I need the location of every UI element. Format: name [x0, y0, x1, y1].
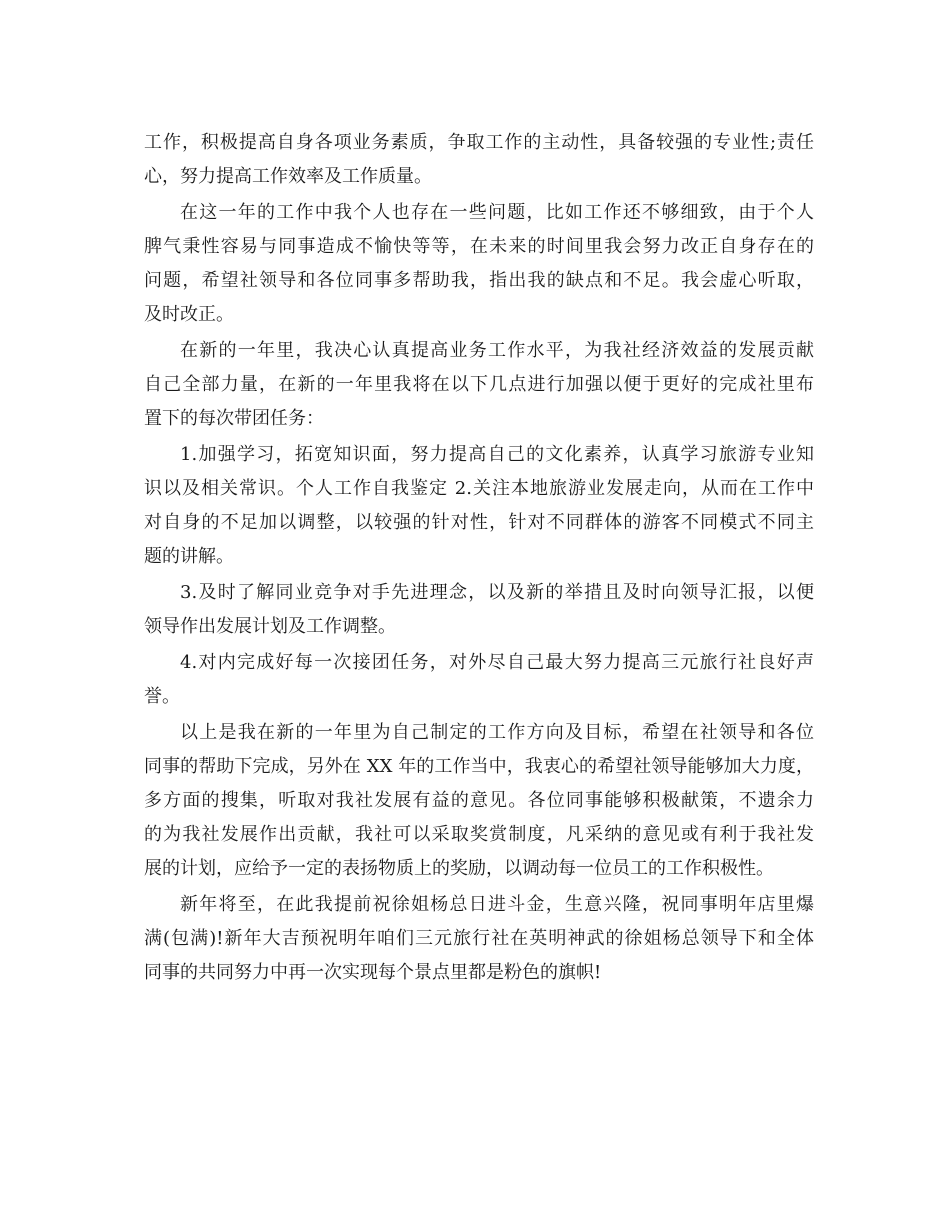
text-line: 及时改正。 [144, 304, 234, 325]
list-item-line: 3.及时了解同业竞争对手先进理念，以及新的举措且及时向领导汇报，以便 [180, 582, 814, 603]
text-line: 满(包满)!新年大吉预祝明年咱们三元旅行社在英明神武的徐姐杨总领导下和全体 [144, 928, 814, 949]
paragraph-start-line: 在这一年的工作中我个人也存在一些问题，比如工作还不够细致，由于个人 [180, 202, 814, 223]
paragraph-start-line: 以上是我在新的一年里为自己制定的工作方向及目标，希望在社领导和各位 [180, 722, 814, 743]
text-line: 领导作出发展计划及工作调整。 [144, 616, 396, 637]
text-line: 的为我社发展作出贡献，我社可以采取奖赏制度，凡采纳的意见或有利于我社发 [144, 824, 814, 845]
text-line: 对自身的不足加以调整，以较强的针对性，针对不同群体的游客不同模式不同主 [144, 512, 814, 533]
list-item-line: 1.加强学习，拓宽知识面，努力提高自己的文化素养，认真学习旅游专业知 [180, 444, 814, 465]
list-item-line: 4.对内完成好每一次接团任务，对外尽自己最大努力提高三元旅行社良好声 [180, 652, 814, 673]
paragraph-start-line: 新年将至，在此我提前祝徐姐杨总日进斗金，生意兴隆，祝同事明年店里爆 [180, 894, 814, 915]
text-line: 同事的帮助下完成，另外在 XX 年的工作当中，我衷心的希望社领导能够加大力度， [144, 756, 814, 777]
paragraph-start-line: 在新的一年里，我决心认真提高业务工作水平，为我社经济效益的发展贡献 [180, 340, 814, 361]
document-body [144, 126, 814, 990]
text-line: 问题，希望社领导和各位同事多帮助我，指出我的缺点和不足。我会虚心听取， [144, 270, 814, 291]
text-line: 脾气秉性容易与同事造成不愉快等等，在未来的时间里我会努力改正自身存在的 [144, 236, 814, 257]
text-line: 识以及相关常识。个人工作自我鉴定 2.关注本地旅游业发展走向，从而在工作中 [144, 478, 814, 499]
text-line: 多方面的搜集，听取对我社发展有益的意见。各位同事能够积极献策，不遗余力 [144, 790, 814, 811]
text-line: 题的讲解。 [144, 546, 234, 567]
text-line: 心，努力提高工作效率及工作质量。 [144, 166, 432, 187]
text-line: 展的计划，应给予一定的表扬物质上的奖励，以调动每一位员工的工作积极性。 [144, 858, 774, 879]
text-line: 誉。 [144, 686, 180, 707]
text-line: 置下的每次带团任务： [144, 408, 324, 429]
text-line: 同事的共同努力中再一次实现每个景点里都是粉色的旗帜! [144, 962, 602, 983]
text-line: 工作，积极提高自身各项业务素质，争取工作的主动性，具备较强的专业性;责任 [144, 132, 814, 153]
text-line: 自己全部力量，在新的一年里我将在以下几点进行加强以便于更好的完成社里布 [144, 374, 814, 395]
